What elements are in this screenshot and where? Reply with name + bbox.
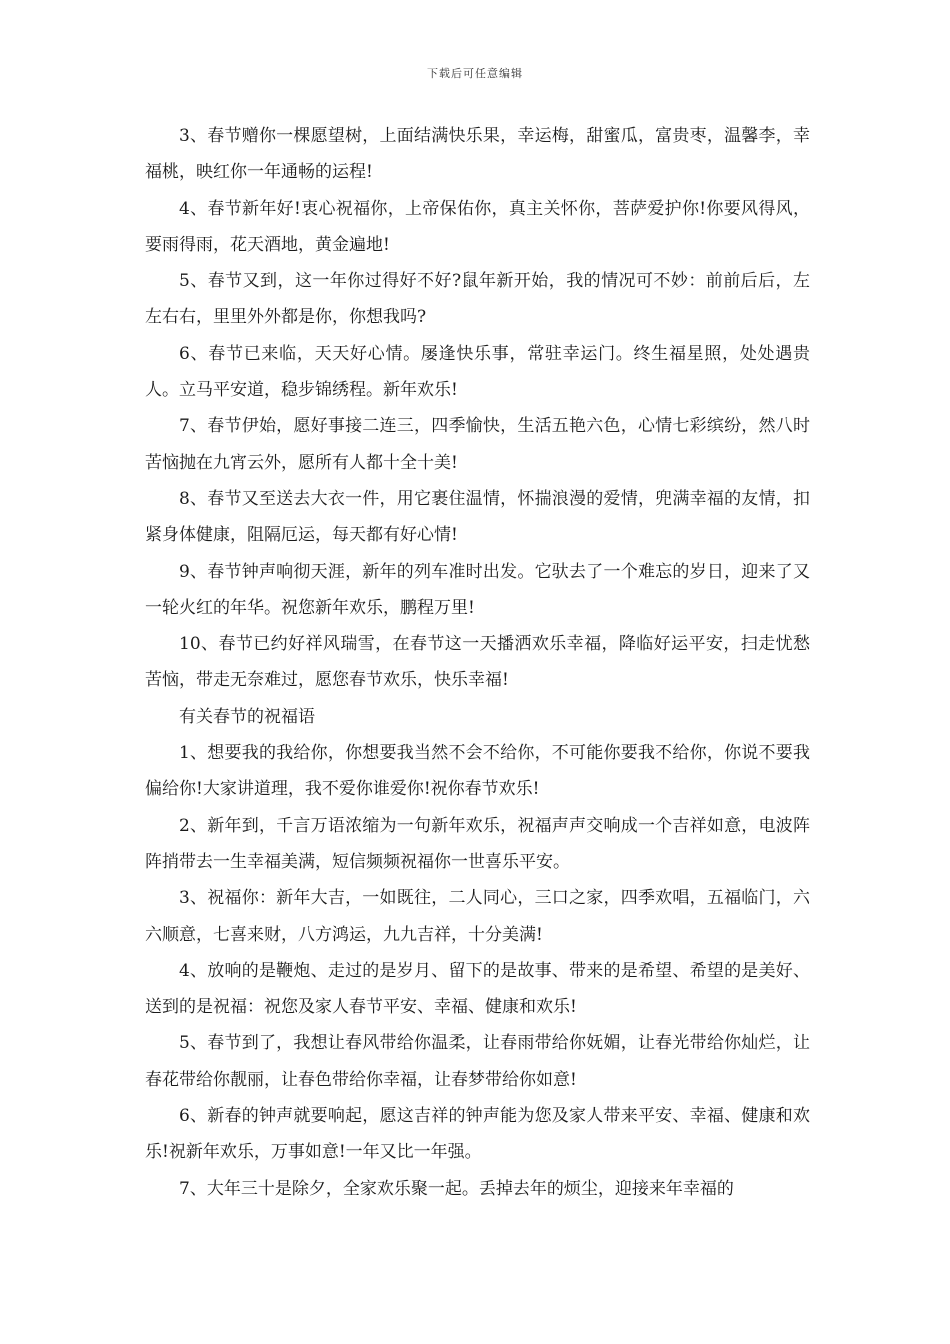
- paragraph-greeting-6: 6、新春的钟声就要响起，愿这吉祥的钟声能为您及家人带来平安、幸福、健康和欢乐!祝新年欢乐，万事如意!一年又比一年强。: [145, 1106, 810, 1163]
- paragraph-greeting-1: 1、想要我的我给你，你想要我当然不会不给你，不可能你要我不给你，你说不要我偏给你!大家讲道理，我不爱你谁爱你!祝你春节欢乐!: [145, 743, 810, 800]
- section-heading: 有关春节的祝福语: [179, 706, 315, 727]
- paragraph-greeting-5: 5、春节到了，我想让春风带给你温柔，让春雨带给你妩媚，让春光带给你灿烂，让春花带给你靓丽，让春色带给你幸福，让春梦带给你如意!: [145, 1033, 810, 1090]
- paragraph-wish-4: 4、春节新年好!衷心祝福你，上帝保佑你，真主关怀你，菩萨爱护你!你要风得风，要雨得雨，花天酒地，黄金遍地!: [145, 198, 810, 255]
- paragraph-wish-9: 9、春节钟声响彻天涯，新年的列车准时出发。它驮去了一个难忘的岁日，迎来了又一轮火红的年华。祝您新年欢乐，鹏程万里!: [145, 561, 810, 618]
- paragraph-greeting-4: 4、放响的是鞭炮、走过的是岁月、留下的是故事、带来的是希望、希望的是美好、送到的是祝福：祝您及家人春节平安、幸福、健康和欢乐!: [145, 960, 810, 1018]
- paragraph-greeting-3: 3、祝福你：新年大吉，一如既往，二人同心，三口之家，四季欢唱，五福临门，六六顺意，七喜来财，八方鸿运，九九吉祥，十分美满!: [145, 888, 810, 945]
- paragraph-wish-6: 6、春节已来临，天天好心情。屡逢快乐事，常驻幸运门。终生福星照，处处遇贵人。立马平安道，稳步锦绣程。新年欢乐!: [145, 343, 810, 401]
- paragraph-wish-5: 5、春节又到，这一年你过得好不好?鼠年新开始，我的情况可不妙：前前后后，左左右右，里里外外都是你，你想我吗?: [145, 271, 810, 328]
- page-header: 下载后可任意编辑: [427, 67, 523, 80]
- paragraph-greeting-7: 7、大年三十是除夕，全家欢乐聚一起。丢掉去年的烦尘，迎接来年幸福的: [179, 1178, 734, 1199]
- paragraph-wish-10: 10、春节已约好祥风瑞雪，在春节这一天播洒欢乐幸福，降临好运平安，扫走忧愁苦恼，带走无奈难过，愿您春节欢乐，快乐幸福!: [145, 634, 810, 691]
- document-body: [145, 118, 810, 1207]
- paragraph-wish-7: 7、春节伊始，愿好事接二连三，四季愉快，生活五艳六色，心情七彩缤纷，然八时苦恼抛在九宵云外，愿所有人都十全十美!: [145, 416, 810, 473]
- paragraph-greeting-2: 2、新年到，千言万语浓缩为一句新年欢乐，祝福声声交响成一个吉祥如意，电波阵阵捎带去一生幸福美满，短信频频祝福你一世喜乐平安。: [145, 815, 810, 872]
- paragraph-wish-3: 3、春节赠你一棵愿望树，上面结满快乐果，幸运梅，甜蜜瓜，富贵枣，温馨李，幸福桃，映红你一年通畅的运程!: [145, 126, 810, 183]
- paragraph-wish-8: 8、春节又至送去大衣一件，用它裹住温情，怀揣浪漫的爱情，兜满幸福的友情，扣紧身体健康，阻隔厄运，每天都有好心情!: [145, 488, 810, 546]
